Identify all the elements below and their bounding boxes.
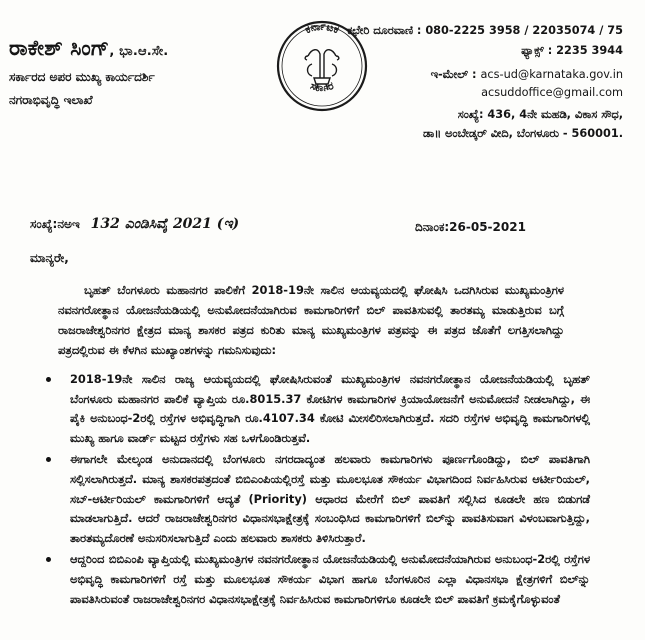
email-label: ಇ-ಮೇಲ್ : <box>430 68 477 81</box>
highlight-item-3: ಆದ್ದರಿಂದ ಬಿಬಿಎಂಪಿ ವ್ಯಾಪ್ತಿಯಲ್ಲಿ ಮುಖ್ಯಮಂತ್ರಿಗಳ ನವನಗರೋತ್ಥಾನ ಯೋಜನೆಯಡಿಯಲ್ಲಿ ಅನುಮೋದನೆಯಾಗಿರುವ ಅನುಬಂಧ-2ರಲ್ಲಿ ರಸ್ತೆಗಳ ಅಭಿವೃದ್ಧಿ ಕಾಮಗಾರಿಗಳಿಗೆ ರಸ್ತೆ ಮತ್ತು ಮೂಲಭೂತ ಸೌಕರ್ಯ ವಿಭಾಗ ಹಾಗೂ ಬೆಂಗಳೂರಿನ ಎಲ್ಲಾ ವಿಧಾನಸಭಾ ಕ್ಷೇತ್ರಗಳಿಗೆ ಬಿಲ್‌ನ್ನು ಪಾವತಿಸಿರುವಂತೆ ರಾಜರಾಜೇಶ್ವರಿನಗರ ವಿಧಾನಸಭಾಕ್ಷೇತ್ರಕ್ಕೆ ನಿರ್ವಹಿಸಿರುವ ಕಾಮಗಾರಿಗಳಿಗೂ ಕೂಡಲೇ ಬಿಲ್ ಪಾವತಿಗೆ ಕ್ರಮಕೈಗೊಳ್ಳುವಂತೆ <box>58 550 590 609</box>
letter-date: ದಿನಾಂಕ:26-05-2021 <box>415 220 526 234</box>
reference-number <box>30 216 239 232</box>
official-name: ರಾಕೇಶ್ ಸಿಂಗ್, ಭಾ.ಆ.ಸೇ. <box>9 36 169 60</box>
highlights-list <box>40 370 590 611</box>
address-line-1: ಸಂಖ್ಯೆ: 436, 4ನೇ ಮಹಡಿ, ವಿಕಾಸ ಸೌಧ, <box>457 108 623 121</box>
highlight-item-1: 2018-19ನೇ ಸಾಲಿನ ರಾಜ್ಯ ಆಯವ್ಯಯದಲ್ಲಿ ಘೋಷಿಸಿರುವಂತೆ ಮುಖ್ಯಮಂತ್ರಿಗಳ ನವನಗರೋತ್ಥಾನ ಯೋಜನೆಯಡಿಯಲ್ಲಿ ಬೃಹತ್ ಬೆಂಗಳೂರು ಮಹಾನಗರ ಪಾಲಿಕೆ ವ್ಯಾಪ್ತಿಯ ರೂ.8015.37 ಕೋಟಿಗಳ ಕಾಮಗಾರಿಗಳ ಕ್ರಿಯಾಯೋಜನೆಗೆ ಅನುಮೋದನೆ ನೀಡಲಾಗಿದ್ದು, ಈ ಪೈಕಿ ಅನುಬಂಧ-2ರಲ್ಲಿ ರಸ್ತೆಗಳ ಅಭಿವೃದ್ಧಿಗಾಗಿ ರೂ.4107.34 ಕೋಟಿ ಮೀಸಲಿರಿಸಲಾಗಿರುತ್ತದೆ. ಸದರಿ ರಸ್ತೆಗಳ ಅಭಿವೃದ್ಧಿ ಕಾಮಗಾರಿಗಳಲ್ಲಿ ಮುಖ್ಯ ಹಾಗೂ ವಾರ್ಡ್ ಮಟ್ಟದ ರಸ್ತೆಗಳು ಸಹ ಒಳಗೊಂಡಿರುತ್ತವೆ. <box>58 370 590 448</box>
official-name-suffix: , ಭಾ.ಆ.ಸೇ. <box>109 44 169 59</box>
reference-handwritten: 132 ಎಂಡಿಸಿವೈ 2021 (ಇ) <box>90 216 240 232</box>
address-line-2: ಡಾ॥ ಅಂಬೇಡ್ಕರ್ ವೀದಿ, ಬೆಂಗಳೂರು - 560001. <box>423 127 623 140</box>
svg-text:ಸರ್ಕಾರ <box>309 80 336 94</box>
seal-bottom-text: ಸರ್ಕಾರ <box>308 79 336 94</box>
intro-paragraph: ಬೃಹತ್ ಬೆಂಗಳೂರು ಮಹಾನಗರ ಪಾಲಿಕೆಗೆ 2018-19ನೇ ಸಾಲಿನ ಆಯವ್ಯಯದಲ್ಲಿ ಘೋಷಿಸಿ ಒದಗಿಸಿರುವ ಮುಖ್ಯಮಂತ್ರಿಗಳ ನವನಗರೋತ್ಥಾನ ಯೋಜನೆಯಡಿಯಲ್ಲಿ ಅನುಮೋದನೆಯಾಗಿರುವ ಕಾಮಗಾರಿಗಳಿಗೆ ಬಿಲ್ ಪಾವತಿಸುವಲ್ಲಿ ತಾರತಮ್ಯ ಮಾಡುತ್ತಿರುವ ಬಗ್ಗೆ ರಾಜರಾಜೇಶ್ವರಿನಗರ ಕ್ಷೇತ್ರದ ಮಾನ್ಯ ಶಾಸಕರ ಪತ್ರದ ಕುರಿತು ಮಾನ್ಯ ಮುಖ್ಯಮಂತ್ರಿಗಳ ಪತ್ರವನ್ನು ಈ ಪತ್ರದ ಜೊತೆಗೆ ಲಗತ್ತಿಸಲಾಗಿದ್ದು ಪತ್ರದಲ್ಲಿರುವ ಈ ಕೆಳಗಿನ ಮುಖ್ಯಾಂಶಗಳನ್ನು ಗಮನಿಸುವುದು: <box>58 283 564 357</box>
highlight-item-2: ಈಗಾಗಲೇ ಮೇಲ್ಕಂಡ ಅನುದಾನದಲ್ಲಿ ಬೆಂಗಳೂರು ನಗರದಾದ್ಯಂತ ಹಲವಾರು ಕಾಮಗಾರಿಗಳು ಪೂರ್ಣಗೊಂಡಿದ್ದು, ಬಿಲ್ ಪಾವತಿಗಾಗಿ ಸಲ್ಲಿಸಲಾಗಿರುತ್ತದೆ. ಮಾನ್ಯ ಶಾಸಕರಪತ್ರದಂತೆ ಬಿಬಿಎಂಪಿಯಲ್ಲಿರಸ್ತೆ ಮತ್ತು ಮೂಲಭೂತ ಸೌಕರ್ಯ ವಿಭಾಗದಿಂದ ನಿರ್ವಹಿಸಿರುವ ಆರ್ಟೀರಿಯಲ್, ಸಬ್-ಆರ್ಟೀರಿಯಲ್ ಕಾಮಗಾರಿಗಳಿಗೆ ಆದ್ಯತೆ (Priority) ಆಧಾರದ ಮೇರೆಗೆ ಬಿಲ್ ಪಾವತಿಗೆ ಸಲ್ಲಿಸಿದ ಕೂಡಲೇ ಹಣ ಬಿಡುಗಡೆ ಮಾಡಲಾಗುತ್ತಿದೆ. ಆದರೆ ರಾಜರಾಜೇಶ್ವರಿನಗರ ವಿಧಾನಸಭಾಕ್ಷೇತ್ರಕ್ಕೆ ಸಂಬಂಧಿಸಿದ ಕಾಮಗಾರಿಗಳಿಗೆ ಬಿಲ್‌ನ್ನು ಪಾವತಿಸುವಾಗ ವಿಳಂಬವಾಗುತ್ತಿದ್ದು, ತಾರತಮ್ಯದೊರಣೆ ಅನುಸರಿಸಲಾಗುತ್ತಿದೆ ಎಂದು ಹಲವಾರು ಶಾಸಕರು ತಿಳಿಸಿರುತ್ತಾರೆ. <box>58 450 590 548</box>
salutation: ಮಾನ್ಯರೇ, <box>30 251 69 265</box>
official-department: ನಗರಾಭಿವೃದ್ಧಿ ಇಲಾಖೆ <box>9 93 93 107</box>
fax-number: ಫ್ಯಾಕ್ಸ್ : 2235 3944 <box>521 44 623 57</box>
seal-top-text: ಕರ್ನಾಟಕ <box>303 20 341 37</box>
email-link-1[interactable]: acs-ud@karnataka.gov.in <box>480 68 623 81</box>
office-phone: ಕಛೇರಿ ದೂರವಾಣಿ : 080-2225 3958 / 22035074 / 75 <box>347 24 623 37</box>
email-link-2[interactable]: acsuddoffice@gmail.com <box>481 86 623 99</box>
reference-label: ಸಂಖ್ಯೆ:ನಅಇ <box>30 217 80 231</box>
email-primary <box>431 68 623 82</box>
official-designation: ಸರ್ಕಾರದ ಅಪರ ಮುಖ್ಯ ಕಾರ್ಯದರ್ಶಿ <box>9 70 155 84</box>
gandabherunda-icon <box>305 50 339 90</box>
